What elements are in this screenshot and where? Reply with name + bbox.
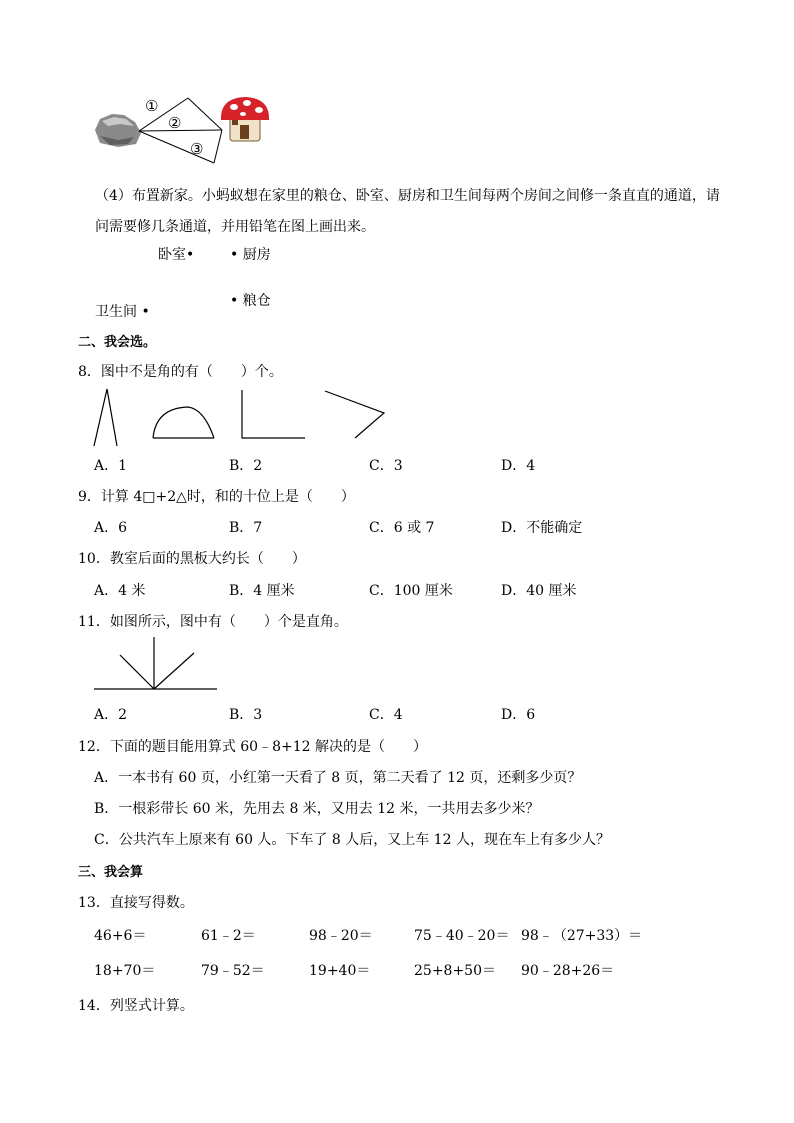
q13-r1-c5: 98﹣（27+33）＝ bbox=[521, 928, 643, 944]
q13-r2-c3: 19+40＝ bbox=[309, 963, 371, 979]
q12-option-c: C．公共汽车上原来有 60 人。下车了 8 人后，又上车 12 人，现在车上有多少人？ bbox=[94, 832, 610, 848]
room-bedroom: 卧室 bbox=[158, 247, 186, 263]
q12-stem: 12．下面的题目能用算式 60﹣8+12 解决的是（ ） bbox=[78, 739, 427, 755]
q8-stem: 8．图中不是角的有（ ）个。 bbox=[78, 364, 283, 380]
q13-r2-c4: 25+8+50＝ bbox=[414, 963, 496, 979]
q11-option-a: A．2 bbox=[94, 707, 128, 723]
q13-r1-c4: 75﹣40﹣20＝ bbox=[414, 928, 510, 944]
room-granary-dot: • bbox=[230, 293, 239, 309]
path-label-2: ② bbox=[168, 114, 182, 132]
q10-option-d: D．40 厘米 bbox=[501, 583, 577, 599]
q13-r2-c5: 90﹣28+26＝ bbox=[521, 963, 615, 979]
q11-stem: 11．如图所示，图中有（ ）个是直角。 bbox=[78, 614, 348, 630]
q9-option-b: B．7 bbox=[229, 520, 263, 536]
room-granary: 粮仓 bbox=[242, 293, 271, 309]
room-bedroom-dot: • bbox=[186, 247, 195, 263]
q13-r1-c3: 98﹣20＝ bbox=[309, 928, 373, 944]
room-kitchen: 厨房 bbox=[242, 247, 271, 263]
q8-option-c: C．3 bbox=[369, 458, 403, 474]
q8-option-a: A．1 bbox=[94, 458, 128, 474]
q4-line1: （4）布置新家。小蚂蚁想在家里的粮仓、卧室、厨房和卫生间每两个房间之间修一条直直的通道，请 bbox=[95, 188, 720, 204]
q8-option-b: B．2 bbox=[229, 458, 263, 474]
room-bathroom: 卫生间 bbox=[95, 304, 137, 320]
q13-r2-c1: 18+70＝ bbox=[94, 963, 156, 979]
q4-line2: 问需要修几条通道，并用铅笔在图上画出来。 bbox=[95, 219, 375, 235]
q9-option-d: D．不能确定 bbox=[501, 520, 583, 536]
q12-option-a: A．一本书有 60 页，小红第一天看了 8 页，第二天看了 12 页，还剩多少页？ bbox=[94, 770, 582, 786]
q10-option-b: B．4 厘米 bbox=[229, 583, 295, 599]
q11-option-b: B．3 bbox=[229, 707, 263, 723]
q9-stem: 9．计算 4□+2△时，和的十位上是（ ） bbox=[78, 489, 355, 505]
room-kitchen-dot: • bbox=[230, 247, 239, 263]
q13-r1-c1: 46+6＝ bbox=[94, 928, 147, 944]
room-bathroom-dot: • bbox=[141, 304, 150, 320]
q13-r1-c2: 61﹣2＝ bbox=[201, 928, 256, 944]
q13-stem: 13．直接写得数。 bbox=[78, 895, 194, 911]
q8-option-d: D．4 bbox=[501, 458, 536, 474]
q9-option-c: C．6 或 7 bbox=[369, 520, 435, 536]
section2-title: 二、我会选。 bbox=[78, 335, 157, 350]
path-label-3: ③ bbox=[190, 140, 204, 158]
q14-stem: 14．列竖式计算。 bbox=[78, 998, 194, 1014]
section3-title: 三、我会算 bbox=[78, 865, 144, 880]
path-label-1: ① bbox=[145, 97, 159, 115]
q9-option-a: A．6 bbox=[94, 520, 128, 536]
q13-r2-c2: 79﹣52＝ bbox=[201, 963, 265, 979]
q10-stem: 10．教室后面的黑板大约长（ ） bbox=[78, 551, 306, 567]
q11-option-d: D．6 bbox=[501, 707, 536, 723]
q11-option-c: C．4 bbox=[369, 707, 403, 723]
q10-option-c: C．100 厘米 bbox=[369, 583, 453, 599]
q10-option-a: A．4 米 bbox=[94, 583, 146, 599]
q12-option-b: B．一根彩带长 60 米，先用去 8 米，又用去 12 米，一共用去多少米？ bbox=[94, 801, 540, 817]
